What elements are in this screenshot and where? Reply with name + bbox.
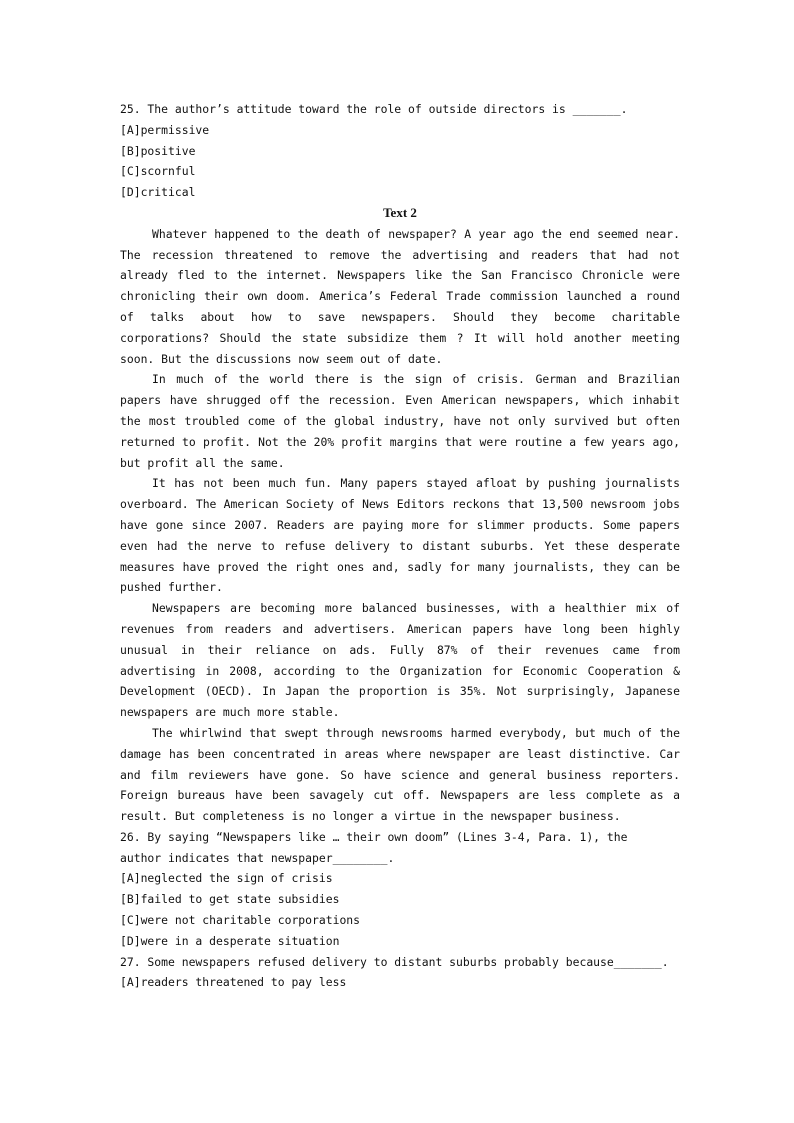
text-2-paragraph-3: It has not been much fun. Many papers stayed afloat by pushing journalists overboard. The American Society of News Editors reckons that 13,500 newsroom jobs have gone since 2007. Readers are paying more for slimmer products. Some papers even had the nerve to refuse delivery to distant suburbs. Yet these desperate measures have proved the right ones and, sadly for many journalists, they can be pushed further. — [120, 476, 680, 595]
text-2-paragraph-5: The whirlwind that swept through newsrooms harmed everybody, but much of the damage has been concentrated in areas where newspaper are least distinctive. Car and film reviewers have gone. So have science and general business reporters. Foreign bureaus have been savagely cut off. Newspapers are less complete as a result. But completeness is no longer a virtue in the newspaper business. — [120, 725, 680, 824]
question-26-option-d: [D]were in a desperate situation — [120, 933, 340, 948]
document-page — [120, 99, 680, 993]
text-2-paragraph-4: Newspapers are becoming more balanced businesses, with a healthier mix of revenues from readers and advertisers. American papers have long been highly unusual in their reliance on ads. Fully 87% of their revenues came from advertising in 2008, according to the Organization for Economic Cooperation & Development (OECD). In Japan the proportion is 35%. Not surprisingly, Japanese newspapers are much more stable. — [120, 601, 680, 720]
text-2-paragraph-1: Whatever happened to the death of newspaper? A year ago the end seemed near. The recession threatened to remove the advertising and readers that had not already fled to the internet. Newspapers like the San Francisco Chronicle were chronicling their own doom. America’s Federal Trade commission launched a round of talks about how to save newspapers. Should they become charitable corporations? Should the state subsidize them ? It will hold another meeting soon. But the discussions now seem out of date. — [120, 226, 680, 366]
question-26-option-a: [A]neglected the sign of crisis — [120, 871, 333, 886]
question-25-option-d: [D]critical — [120, 185, 196, 200]
question-26-stem-line-2: author indicates that newspaper________. — [120, 850, 395, 865]
question-25-option-c: [C]scornful — [120, 164, 196, 179]
text-2-title: Text 2 — [383, 204, 417, 220]
question-27-option-a: [A]readers threatened to pay less — [120, 975, 347, 990]
question-25-stem: 25. The author’s attitude toward the role of outside directors is _______. — [120, 102, 628, 116]
question-27-stem: 27. Some newspapers refused delivery to distant suburbs probably because_______. — [120, 954, 669, 969]
question-25-option-b: [B]positive — [120, 143, 196, 158]
question-26-option-b: [B]failed to get state subsidies — [120, 892, 340, 907]
text-2-paragraph-2: In much of the world there is the sign of crisis. German and Brazilian papers have shrugged off the recession. Even American newspapers, which inhabit the most troubled come of the global industry, have not only survived but often returned to profit. Not the 20% profit margins that were routine a few years ago, but profit all the same. — [120, 372, 680, 470]
question-26-stem-line-1: 26. By saying “Newspapers like … their own doom” (Lines 3-4, Para. 1), the — [120, 829, 628, 844]
question-25-option-a: [A]permissive — [120, 122, 210, 137]
question-26-option-c: [C]were not charitable corporations — [120, 913, 361, 928]
